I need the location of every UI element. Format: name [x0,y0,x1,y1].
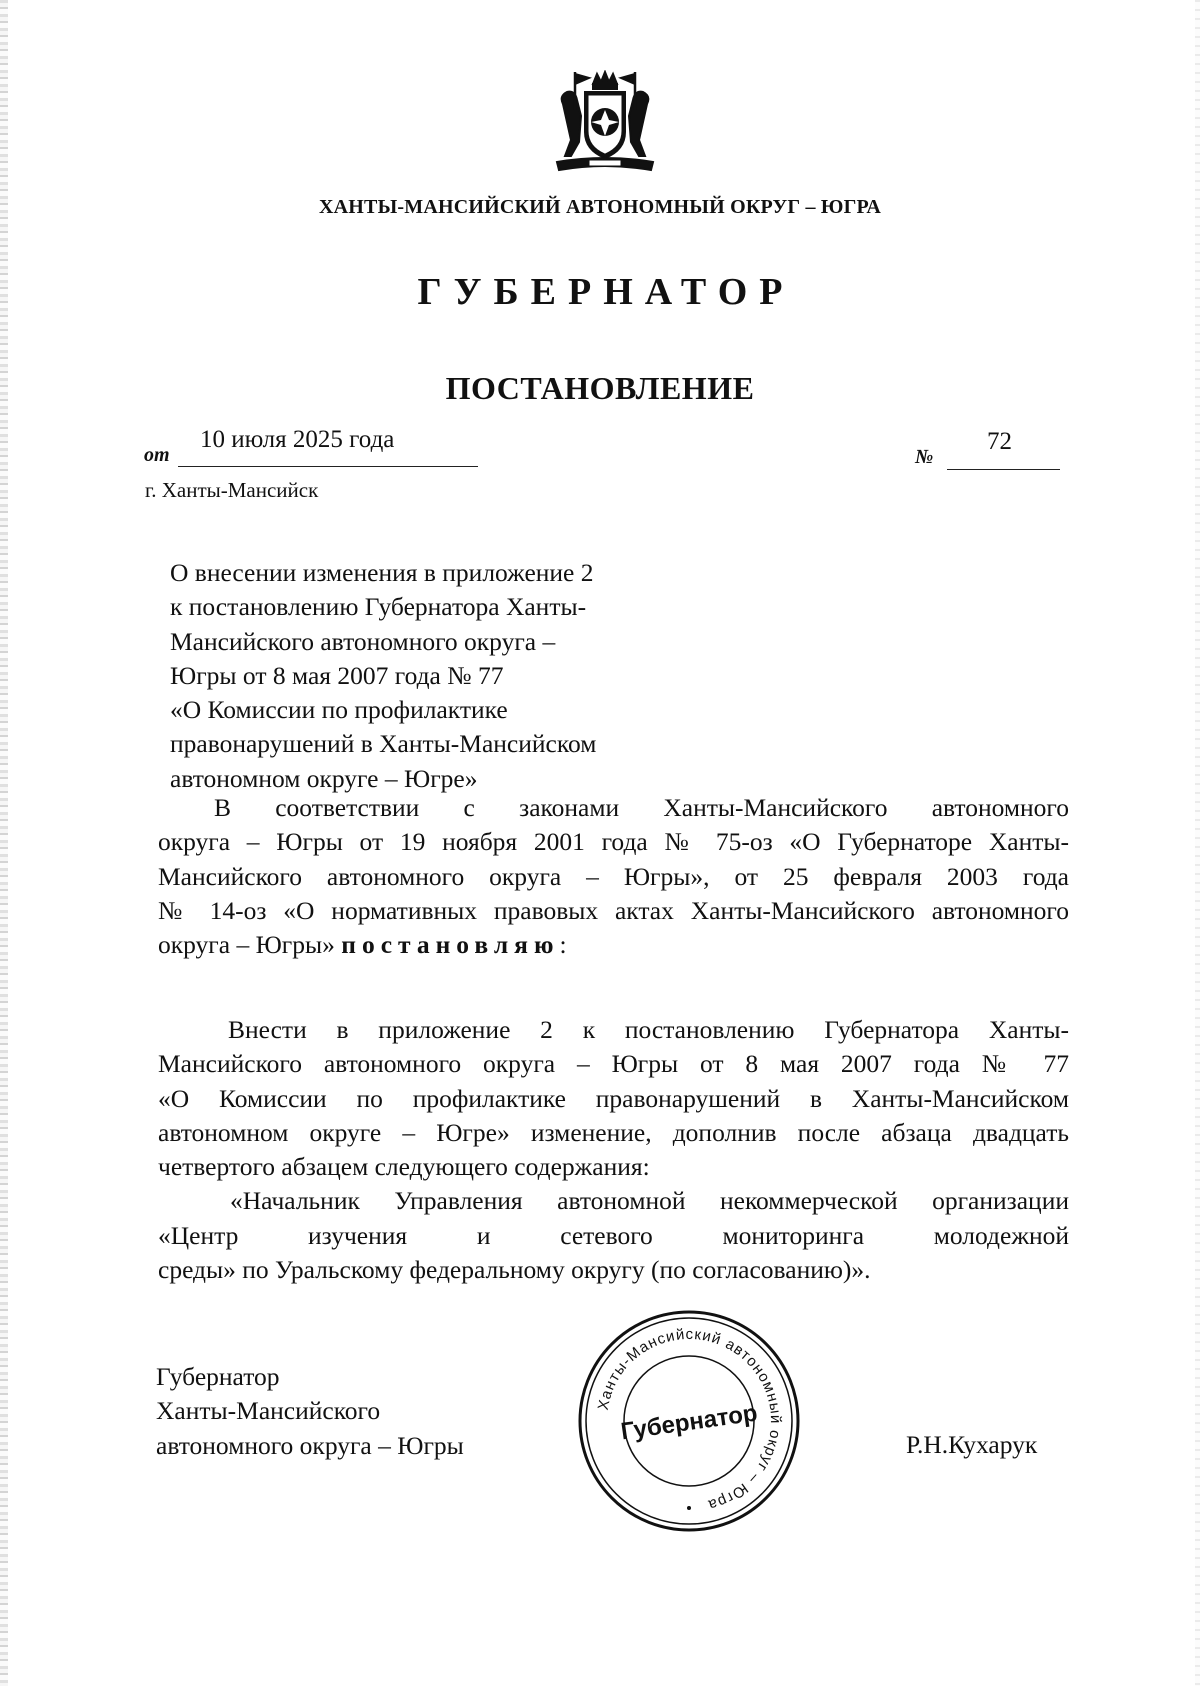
coat-of-arms-icon [549,70,661,176]
preamble-line: В соответствии с законами Ханты-Мансийского автономного [214,793,1069,822]
preamble-last-line [158,928,1069,962]
subject-line: правонарушений в Ханты-Мансийском [170,729,597,759]
subject-line: Югры от 8 мая 2007 года № 77 [170,660,504,690]
decision-line: четвертого абзацем следующего содержания: [158,1152,650,1182]
quoted-line: «Центр изучения и сетевого мониторинга молодежной [158,1220,1069,1250]
svg-text:Губернатор: Губернатор [619,1399,760,1446]
preamble-line-end: : [559,930,567,960]
preamble-line: округа – Югры от 19 ноября 2001 года № 75-оз «О Губернаторе Ханты- [158,827,1069,857]
subject-line: О внесении изменения в приложение 2 [170,558,594,587]
position-line: автономного округа – Югры [156,1430,464,1460]
decree-word: постановляю [341,930,560,960]
number-label: № [915,446,934,468]
region-name: ХАНТЫ-МАНСИЙСКИЙ АВТОНОМНЫЙ ОКРУГ – ЮГРА [319,196,881,218]
preamble-line: № 14-оз «О нормативных правовых актах Ханты-Мансийского автономного [158,895,1069,925]
decision-line: Внести в приложение 2 к постановлению Губернатора Ханты- [228,1015,1069,1044]
position-line: Ханты-Мансийского [156,1396,381,1426]
date-label: от [144,444,170,466]
subject-line: автономном округе – Югре» [170,763,478,793]
decision-line: Мансийского автономного округа – Югры от 8 мая 2007 года № 77 [158,1049,1069,1079]
number-underline [947,469,1060,470]
document-number: 72 [987,428,1012,455]
subject-line: Мансийского автономного округа – [170,626,556,656]
document-type: ПОСТАНОВЛЕНИЕ [445,370,755,406]
scan-edge-left [0,0,8,1686]
position-line: Губернатор [156,1362,280,1391]
decision-paragraph [158,1013,1069,1287]
quoted-line: среды» по Уральскому федеральному округу (по согласованию)». [158,1255,871,1285]
signatory-name: Р.Н.Кухарук [906,1430,1038,1459]
authority-title: ГУБЕРНАТОР [417,271,795,313]
round-seal-icon [576,1308,802,1534]
document-date: 10 июля 2025 года [200,426,395,453]
quoted-line: «Начальник Управления автономной некоммерческой организации [230,1186,1069,1216]
issue-city: г. Ханты-Мансийск [145,478,319,502]
subject-line: «О Комиссии по профилактике [170,695,508,725]
svg-text:Ханты-Мансийский автономный ок: Ханты-Мансийский автономный округ – Югра [594,1325,785,1514]
preamble-line-start: округа – Югры» [158,930,342,960]
subject-line: к постановлению Губернатора Ханты- [170,592,587,622]
date-underline [178,466,478,467]
signatory-position [156,1360,464,1463]
scan-edge-right [1195,0,1200,1686]
preamble-line: Мансийского автономного округа – Югры», от 25 февраля 2003 года [158,861,1069,891]
decision-line: автономном округе – Югре» изменение, дополнив после абзаца двадцать [158,1117,1069,1147]
decision-line: «О Комиссии по профилактике правонарушений в Ханты-Мансийском [158,1083,1069,1113]
document-subject [170,556,690,796]
preamble-paragraph [158,791,1069,962]
